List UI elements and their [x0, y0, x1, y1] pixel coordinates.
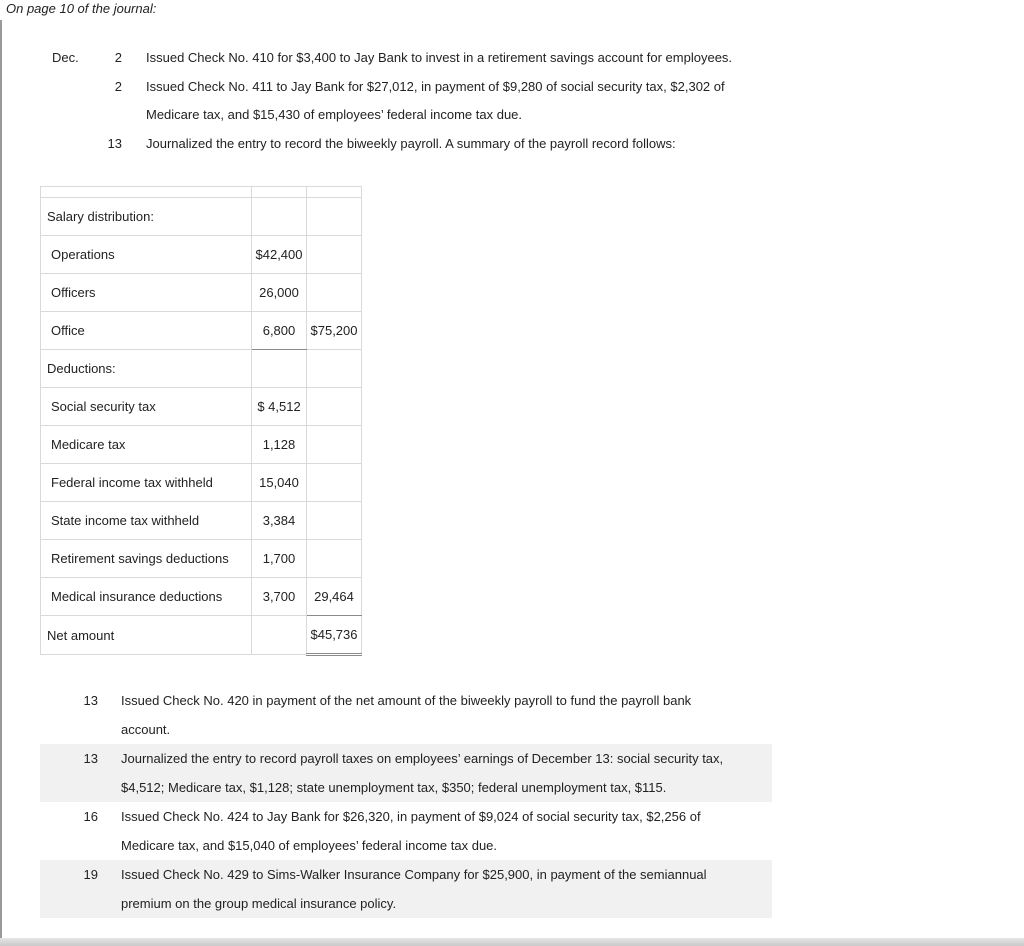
deductions-header: Deductions:: [41, 350, 252, 388]
row-total: [307, 236, 362, 274]
entry-text: Issued Check No. 410 for $3,400 to Jay Bank to invest in a retirement savings account for employees.: [146, 50, 733, 65]
entry-text-line-1: Journalized the entry to record payroll taxes on employees’ earnings of December 13: social security tax,: [121, 751, 724, 766]
table-row: [41, 236, 362, 274]
table-row: [41, 350, 362, 388]
net-amount-label: Net amount: [41, 616, 252, 655]
row-amount: 1,128: [252, 426, 307, 464]
entry-day: 19: [83, 867, 98, 882]
row-amount: 15,040: [252, 464, 307, 502]
table-row: [41, 274, 362, 312]
left-frame-border: [0, 20, 2, 940]
entry-text-line-2: premium on the group medical insurance policy.: [121, 896, 397, 911]
page-heading: On page 10 of the journal:: [6, 1, 157, 16]
entry-day: 13: [83, 693, 98, 708]
entry-day: 2: [114, 50, 122, 65]
entry-dec-13-check-420: [40, 686, 772, 744]
row-total: [307, 426, 362, 464]
entry-text-line-2: account.: [121, 722, 171, 737]
entry-text-line-1: Issued Check No. 429 to Sims-Walker Insurance Company for $25,900, in payment of the semiannual: [121, 867, 707, 882]
entry-dec-2-check-410: [0, 44, 1024, 72]
row-label: Medicare tax: [41, 426, 252, 464]
row-total: 29,464: [307, 578, 362, 616]
entry-text-line-2: Medicare tax, and $15,430 of employees’ federal income tax due.: [146, 107, 523, 122]
table-row: [41, 388, 362, 426]
row-label: Medical insurance deductions: [41, 578, 252, 616]
entry-dec-13-payroll: [0, 130, 1024, 158]
row-amount: 1,700: [252, 540, 307, 578]
entry-day: 13: [83, 751, 98, 766]
row-label: Officers: [41, 274, 252, 312]
bottom-frame-border: [0, 938, 1024, 946]
entry-text-line-1: Issued Check No. 411 to Jay Bank for $27,012, in payment of $9,280 of social security tax, $2,302 of: [146, 79, 725, 94]
salary-distribution-header: Salary distribution:: [41, 198, 252, 236]
row-label: Office: [41, 312, 252, 350]
entry-text-line-1: Issued Check No. 420 in payment of the net amount of the biweekly payroll to fund the payroll bank: [121, 693, 692, 708]
row-amount: 26,000: [252, 274, 307, 312]
row-label: Retirement savings deductions: [41, 540, 252, 578]
row-total: [307, 388, 362, 426]
row-total: [307, 540, 362, 578]
entry-text: Journalized the entry to record the biweekly payroll. A summary of the payroll record follows:: [146, 136, 676, 151]
entry-day: 13: [107, 136, 122, 151]
table-row: [41, 464, 362, 502]
entry-dec-19-check-429: [40, 860, 772, 918]
row-total: $75,200: [307, 312, 362, 350]
entry-dec-13-payroll-taxes: [40, 744, 772, 802]
table-row: [41, 502, 362, 540]
entry-day: 2: [114, 79, 122, 94]
payroll-summary-table: [40, 186, 362, 656]
row-total: [307, 464, 362, 502]
table-row: [41, 312, 362, 350]
entry-text-line-2: Medicare tax, and $15,040 of employees’ federal income tax due.: [121, 838, 498, 853]
table-row: [41, 426, 362, 464]
row-amount: 3,384: [252, 502, 307, 540]
row-total: [307, 274, 362, 312]
row-label: State income tax withheld: [41, 502, 252, 540]
row-total: [307, 502, 362, 540]
row-amount: $ 4,512: [252, 388, 307, 426]
net-amount-total: $45,736: [307, 616, 362, 655]
row-label: Operations: [41, 236, 252, 274]
table-row: [41, 187, 362, 198]
row-label: Federal income tax withheld: [41, 464, 252, 502]
entry-day: 16: [83, 809, 98, 824]
entry-text-line-2: $4,512; Medicare tax, $1,128; state unemployment tax, $350; federal unemployment tax, $115.: [121, 780, 667, 795]
lower-entries: [40, 686, 772, 918]
table-row: [41, 198, 362, 236]
entry-dec-2-check-411: [0, 73, 1024, 129]
entry-month: Dec.: [52, 50, 79, 65]
row-amount: $42,400: [252, 236, 307, 274]
table-row: [41, 540, 362, 578]
entry-text-line-1: Issued Check No. 424 to Jay Bank for $26,320, in payment of $9,024 of social security tax, $2,256 of: [121, 809, 701, 824]
row-label: Social security tax: [41, 388, 252, 426]
table-row: [41, 616, 362, 655]
row-amount: 6,800: [252, 312, 307, 350]
row-amount: 3,700: [252, 578, 307, 616]
entry-dec-16-check-424: [40, 802, 772, 860]
table-row: [41, 578, 362, 616]
